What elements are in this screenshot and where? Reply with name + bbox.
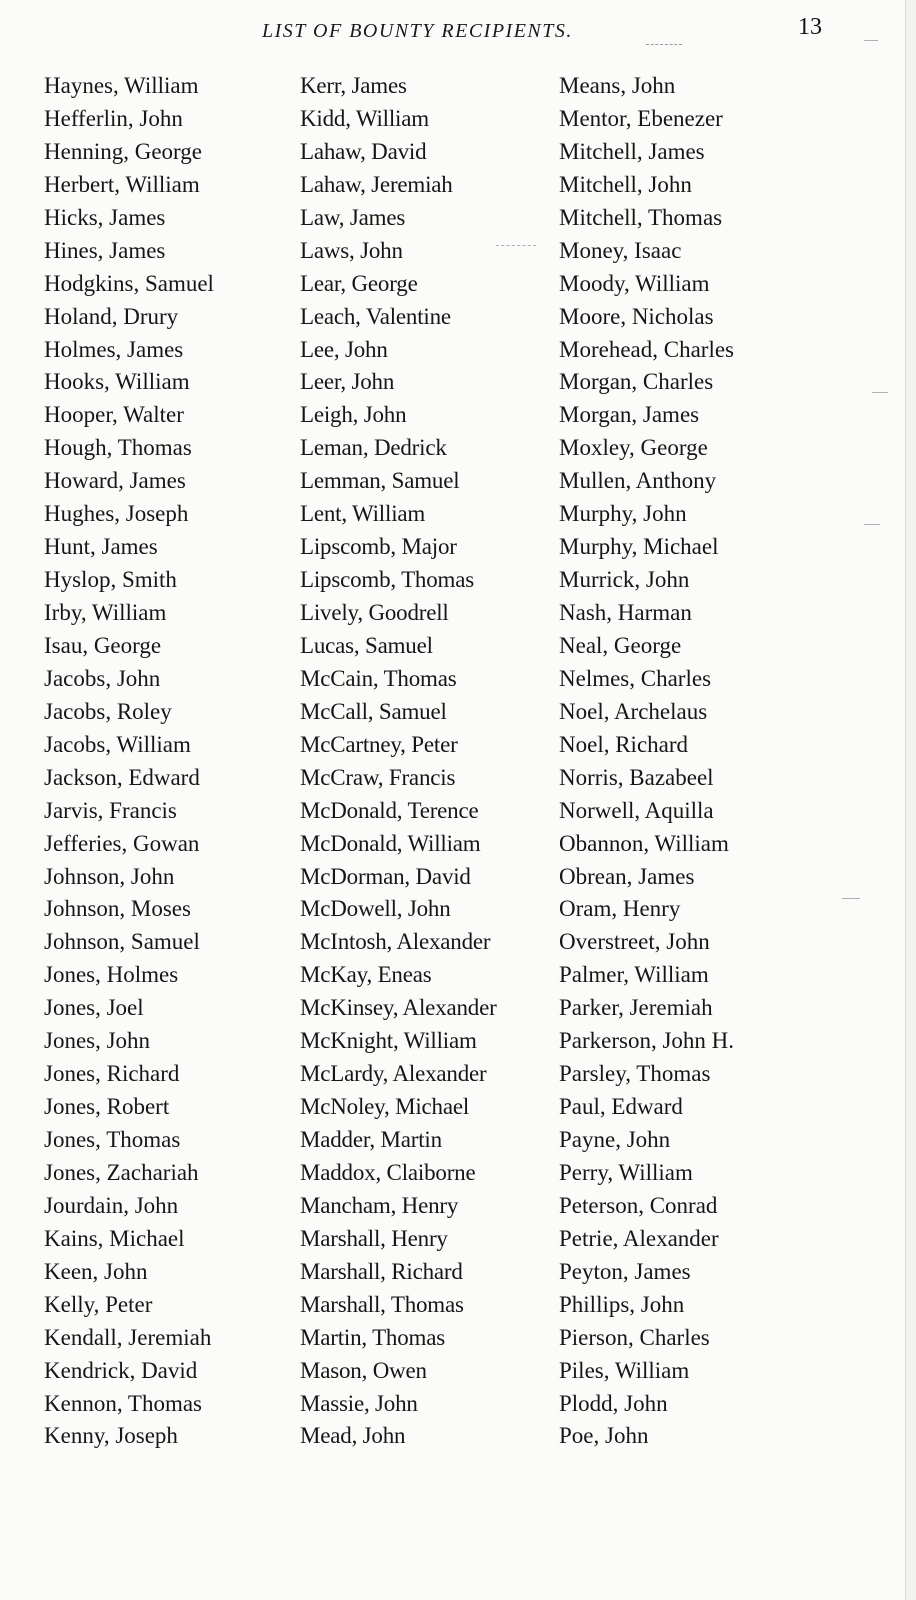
recipient-name: Money, Isaac [559, 237, 682, 263]
recipient-name: Parsley, Thomas [559, 1061, 711, 1087]
recipient-name: Howard, James [44, 468, 186, 494]
recipient-name: Leman, Dedrick [300, 435, 447, 461]
recipient-name: Marshall, Henry [300, 1225, 448, 1251]
recipient-name: Mason, Owen [300, 1357, 427, 1383]
recipient-name: Martin, Thomas [300, 1324, 445, 1350]
recipient-name: Hodgkins, Samuel [44, 270, 214, 296]
scan-mark [864, 40, 878, 41]
recipient-name: Mitchell, Thomas [559, 204, 723, 230]
recipient-name: Jones, Robert [44, 1094, 170, 1120]
recipient-name: McLardy, Alexander [300, 1061, 487, 1087]
recipient-name: Lent, William [300, 501, 426, 527]
scan-mark [872, 392, 888, 393]
scan-mark [646, 44, 682, 45]
recipient-name: Neal, George [559, 632, 682, 658]
recipient-name: Mitchell, James [559, 138, 705, 164]
name-column-3 [559, 70, 859, 1453]
recipient-name: Kendrick, David [44, 1357, 198, 1383]
recipient-name: Kendall, Jeremiah [44, 1324, 212, 1350]
recipient-name: Plodd, John [559, 1390, 668, 1416]
recipient-name: Jones, Thomas [44, 1127, 181, 1152]
recipient-name: Payne, John [559, 1127, 671, 1152]
recipient-name: McKay, Eneas [300, 962, 432, 988]
recipient-name: Jones, Holmes [44, 962, 179, 988]
scan-mark [842, 898, 860, 899]
recipient-name: Johnson, Samuel [44, 929, 200, 955]
recipient-name: Jefferies, Gowan [44, 830, 200, 856]
recipient-name: Maddox, Claiborne [300, 1159, 476, 1185]
recipient-name: McDonald, William [300, 830, 481, 856]
recipient-name: McDonald, Terence [300, 797, 479, 823]
recipient-name: McKnight, William [300, 1028, 477, 1054]
recipient-name: Peyton, James [559, 1258, 691, 1284]
recipient-name: Lipscomb, Major [300, 534, 457, 560]
recipient-name: Lemman, Samuel [300, 468, 460, 494]
recipient-name: Parkerson, John H. [559, 1028, 735, 1054]
recipient-name: Kennon, Thomas [44, 1390, 203, 1416]
recipient-name: McCain, Thomas [300, 665, 457, 691]
recipient-name: Jones, Zachariah [44, 1159, 199, 1185]
recipient-name: McIntosh, Alexander [300, 929, 491, 955]
recipient-name: Morgan, Charles [559, 369, 714, 395]
recipient-name: Nash, Harman [559, 600, 692, 625]
recipient-name: Lahaw, Jeremiah [300, 171, 453, 197]
recipient-name: Hughes, Joseph [44, 501, 189, 527]
page-number: 13 [798, 14, 822, 40]
recipient-name: Murphy, John [559, 501, 687, 527]
recipient-name: Leach, Valentine [300, 303, 451, 329]
recipient-name: Obannon, William [559, 830, 729, 856]
recipient-name: Hefferlin, John [44, 105, 183, 131]
recipient-name: McDowell, John [300, 896, 451, 922]
recipient-name: McDorman, David [300, 863, 471, 889]
recipient-name: Nelmes, Charles [559, 665, 712, 691]
recipient-name: Moxley, George [559, 435, 708, 461]
recipient-name: Lipscomb, Thomas [300, 567, 474, 593]
recipient-name: Irby, William [44, 600, 167, 625]
recipient-name: Palmer, William [559, 962, 709, 988]
page-edge [905, 0, 916, 1600]
recipient-name: Piles, William [559, 1357, 690, 1383]
recipient-name: Kains, Michael [44, 1225, 185, 1251]
recipient-name: Hooks, William [44, 369, 190, 395]
recipient-name: Kelly, Peter [44, 1291, 153, 1317]
recipient-name: McKinsey, Alexander [300, 995, 497, 1021]
recipient-name: Noel, Archelaus [559, 698, 708, 724]
scan-mark [496, 245, 536, 246]
recipient-name: Murrick, John [559, 567, 690, 593]
recipient-name: Leer, John [300, 369, 395, 395]
recipient-name: Hooper, Walter [44, 402, 184, 428]
recipient-name: Isau, George [44, 632, 162, 658]
recipient-name: Overstreet, John [559, 929, 710, 955]
recipient-name: Paul, Edward [559, 1094, 683, 1120]
recipient-name: McCartney, Peter [300, 731, 458, 757]
recipient-name: Peterson, Conrad [559, 1192, 718, 1218]
recipient-name: Noel, Richard [559, 731, 689, 757]
recipient-name: Perry, William [559, 1159, 693, 1185]
recipient-name: Norwell, Aquilla [559, 797, 714, 823]
recipient-name: Holmes, James [44, 336, 184, 362]
recipient-name: Haynes, William [44, 73, 199, 98]
recipient-name: Law, James [300, 204, 406, 230]
name-column-2 [300, 70, 562, 1453]
recipient-name: Hines, James [44, 237, 166, 263]
recipient-name: Mentor, Ebenezer [559, 105, 723, 131]
recipient-name: Norris, Bazabeel [559, 764, 714, 790]
recipient-name: Massie, John [300, 1390, 418, 1416]
recipient-name: Johnson, John [44, 863, 175, 889]
recipient-name: Kerr, James [300, 73, 407, 98]
recipient-name: Mitchell, John [559, 171, 692, 197]
recipient-name: Jacobs, William [44, 731, 191, 757]
recipient-name: Oram, Henry [559, 896, 681, 922]
recipient-name: Jones, John [44, 1028, 151, 1054]
recipient-name: Lear, George [300, 270, 418, 296]
name-column-1 [44, 70, 294, 1453]
page-header [0, 14, 916, 48]
recipient-name: Holand, Drury [44, 303, 179, 329]
recipient-name: Jacobs, John [44, 665, 161, 691]
recipient-name: Poe, John [559, 1423, 649, 1449]
recipient-name: Marshall, Thomas [300, 1291, 464, 1317]
recipient-name: Jacobs, Roley [44, 698, 172, 724]
recipient-name: Lee, John [300, 336, 388, 362]
recipient-name: Marshall, Richard [300, 1258, 463, 1284]
scan-mark [864, 524, 880, 525]
recipient-name: Morgan, James [559, 402, 700, 428]
recipient-name: Kidd, William [300, 105, 429, 131]
recipient-name: McNoley, Michael [300, 1094, 470, 1120]
recipient-name: Hicks, James [44, 204, 166, 230]
recipient-name: McCraw, Francis [300, 764, 456, 790]
recipient-name: Pierson, Charles [559, 1324, 710, 1350]
recipient-name: Jones, Joel [44, 995, 144, 1021]
recipient-name: Jarvis, Francis [44, 797, 177, 823]
running-title: LIST OF BOUNTY RECIPIENTS. [262, 20, 573, 42]
recipient-name: Jackson, Edward [44, 764, 200, 790]
recipient-name: Means, John [559, 73, 676, 98]
recipient-name: Moore, Nicholas [559, 303, 714, 329]
recipient-name: Mead, John [300, 1423, 406, 1449]
recipient-name: Hough, Thomas [44, 435, 192, 461]
recipient-name: Mullen, Anthony [559, 468, 717, 494]
recipient-name: Jourdain, John [44, 1192, 179, 1218]
recipient-name: Phillips, John [559, 1291, 685, 1317]
recipient-name: Johnson, Moses [44, 896, 191, 922]
recipient-name: Keen, John [44, 1258, 148, 1284]
recipient-name: Herbert, William [44, 171, 200, 197]
recipient-name: Laws, John [300, 237, 403, 263]
recipient-name: Kenny, Joseph [44, 1423, 178, 1449]
recipient-name: Obrean, James [559, 863, 695, 889]
recipient-name: Jones, Richard [44, 1061, 180, 1087]
recipient-name: Petrie, Alexander [559, 1225, 719, 1251]
recipient-name: Morehead, Charles [559, 336, 734, 362]
recipient-name: Mancham, Henry [300, 1192, 459, 1218]
recipient-name: McCall, Samuel [300, 698, 447, 724]
recipient-name: Henning, George [44, 138, 202, 164]
recipient-name: Murphy, Michael [559, 534, 719, 560]
recipient-name: Madder, Martin [300, 1127, 442, 1152]
recipient-name: Lahaw, David [300, 138, 427, 164]
recipient-name: Lively, Goodrell [300, 600, 449, 625]
recipient-name: Moody, William [559, 270, 710, 296]
recipient-name: Hunt, James [44, 534, 158, 560]
recipient-name: Hyslop, Smith [44, 567, 177, 593]
recipient-name: Leigh, John [300, 402, 407, 428]
recipient-name: Lucas, Samuel [300, 632, 433, 658]
recipient-name: Parker, Jeremiah [559, 995, 713, 1021]
